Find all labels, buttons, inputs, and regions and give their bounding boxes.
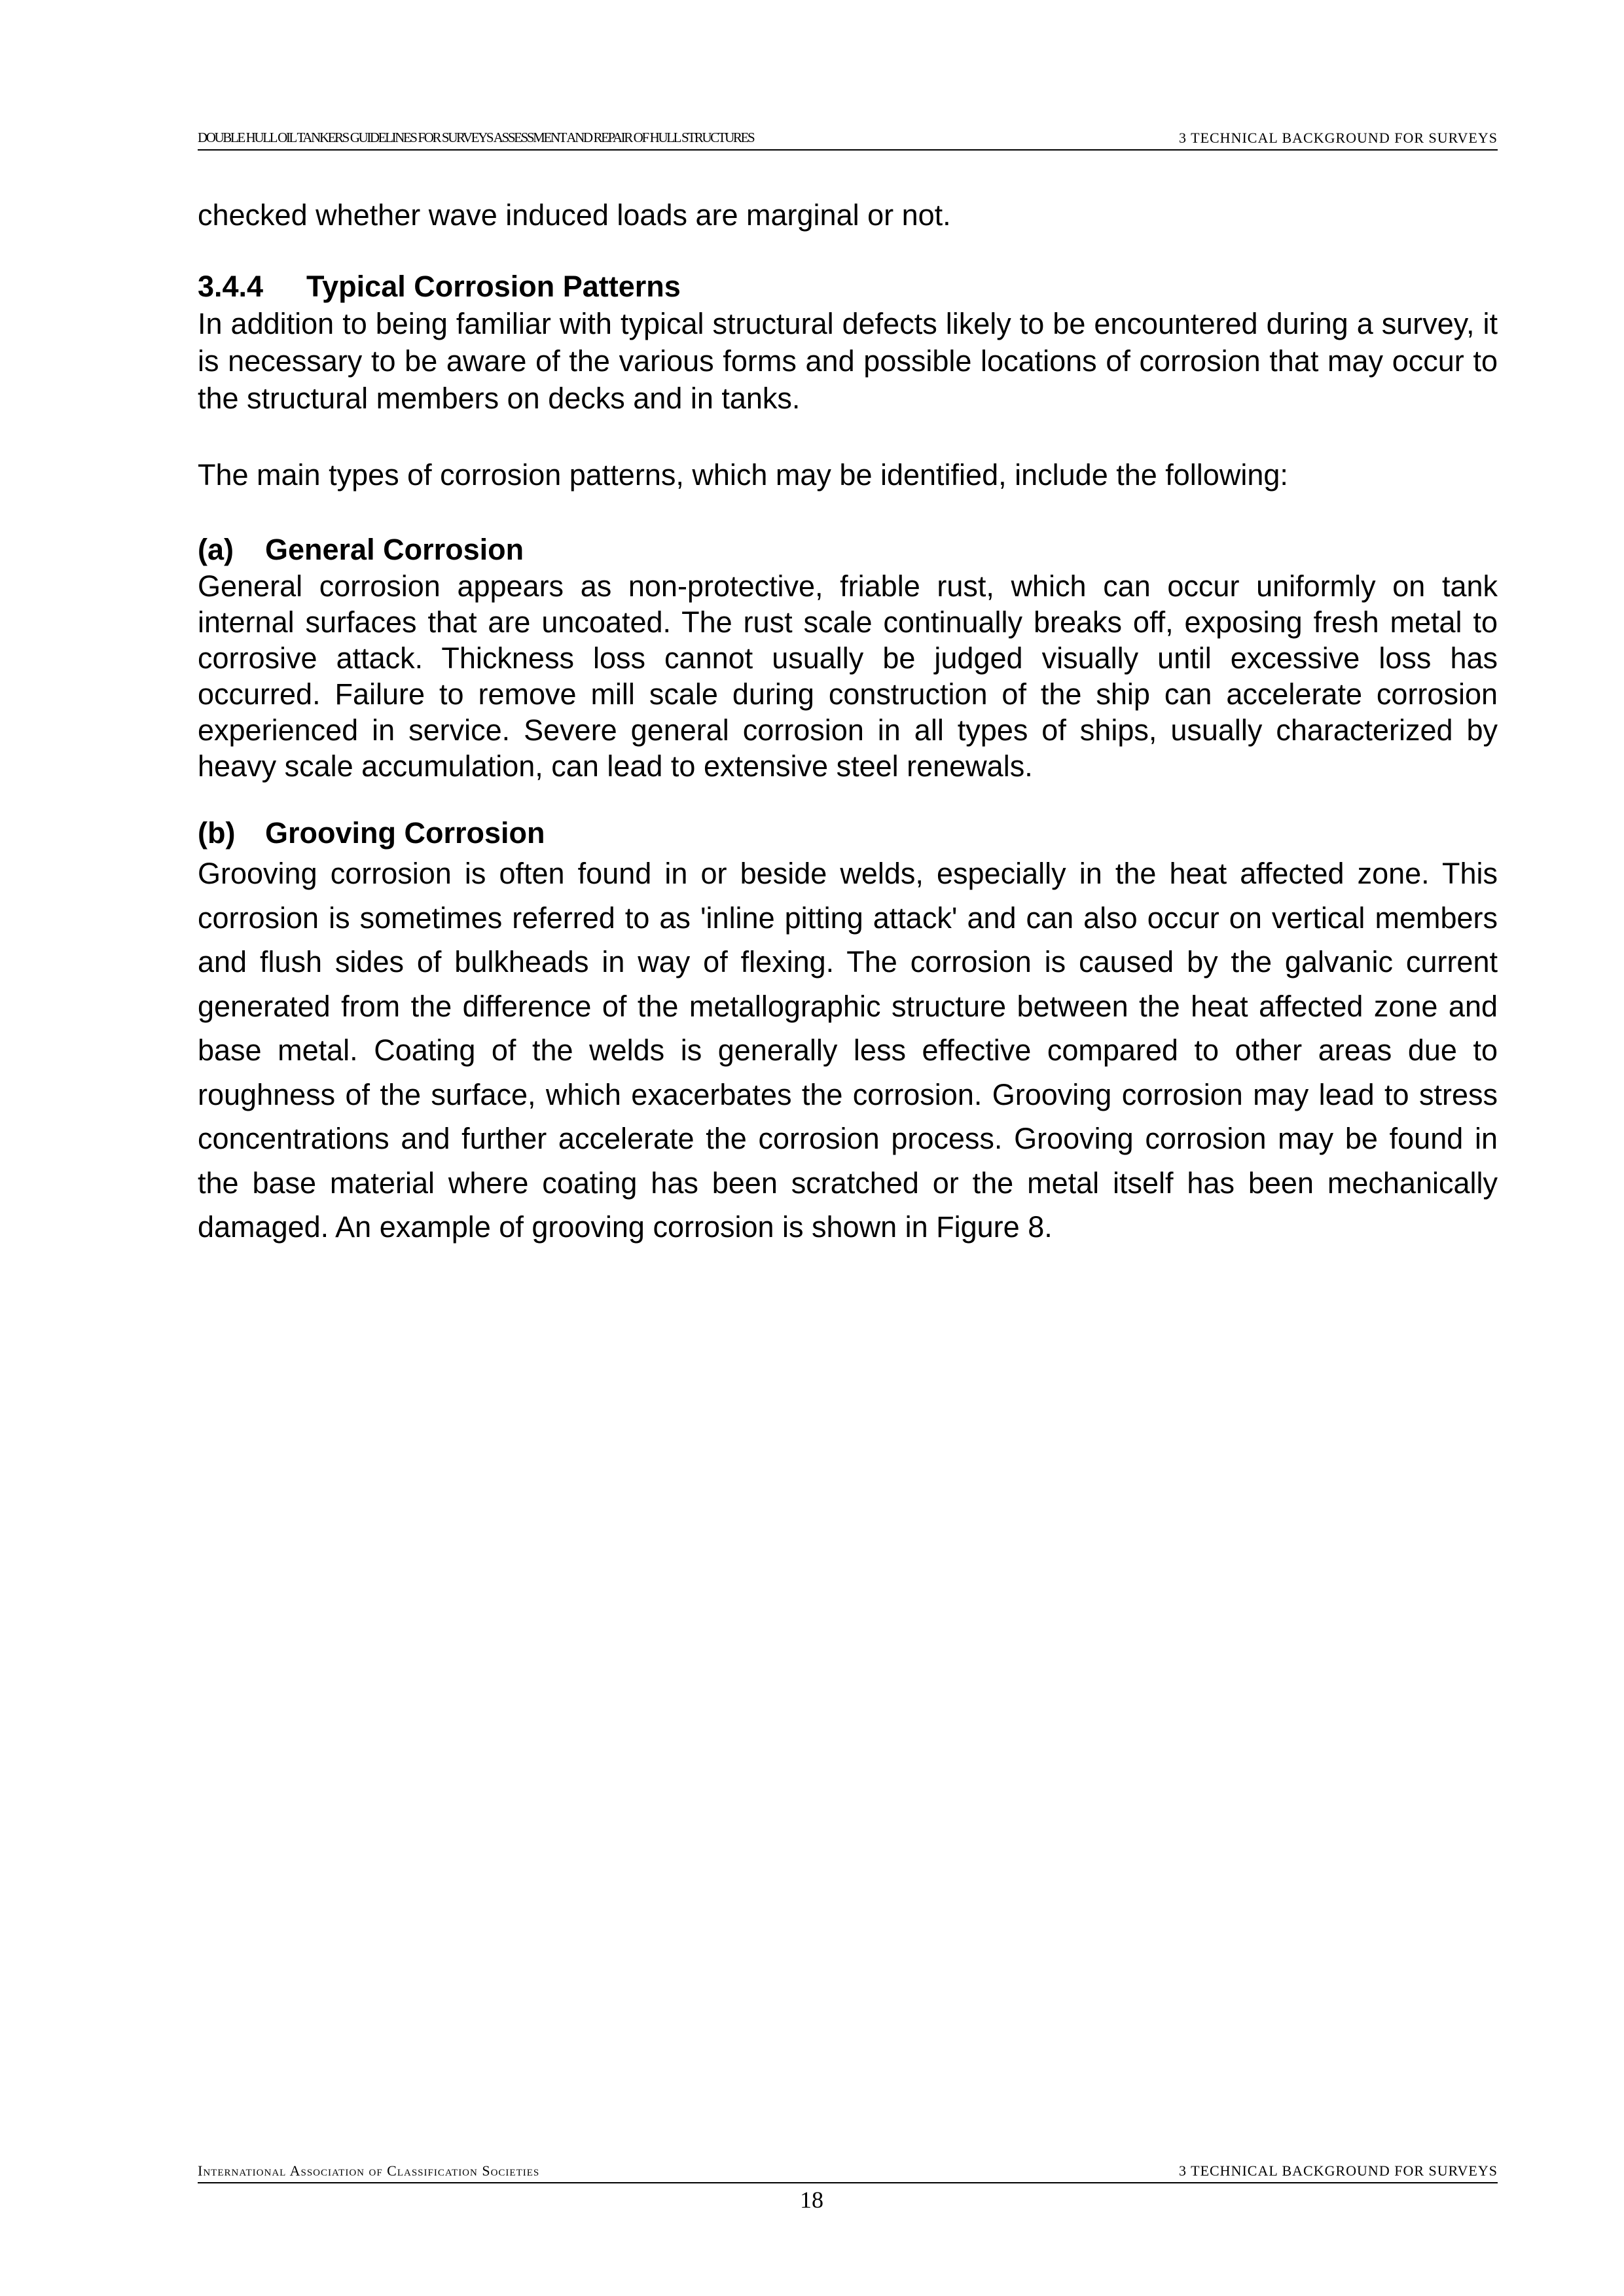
footer-chapter-title: 3 TECHNICAL BACKGROUND FOR SURVEYS bbox=[1179, 2162, 1498, 2179]
page-header bbox=[198, 130, 1498, 151]
intro-paragraph: checked whether wave induced loads are marginal or not. bbox=[198, 198, 951, 232]
subsection-title-b: Grooving Corrosion bbox=[265, 816, 545, 850]
subsection-heading-a bbox=[198, 531, 1498, 568]
footer-organization: International Association of Classification Societies bbox=[198, 2162, 540, 2179]
subsection-label-b: (b) bbox=[198, 816, 236, 850]
section-paragraph-1: In addition to being familiar with typical structural defects likely to be encountered during a survey, it is necessary to be aware of the various forms and possible locations of corrosion that may occur to the structural members on decks and in tanks. bbox=[198, 307, 1498, 415]
general-corrosion-paragraph: General corrosion appears as non-protective, friable rust, which can occur uniformly on tank internal surfaces that are uncoated. The rust scale continually breaks off, exposing fresh metal to corrosive attack. Thickness loss cannot usually be judged visually until excessive loss has occurred. Failure to remove mill scale during construction of the ship can accelerate corrosion experienced in service. Severe general corrosion in all types of ships, usually characterized by heavy scale accumulation, can lead to extensive steel renewals. bbox=[198, 569, 1498, 783]
grooving-corrosion-paragraph: Grooving corrosion is often found in or beside welds, especially in the heat affected zone. This corrosion is sometimes referred to as 'inline pitting attack' and can also occur on vertical members and flush sides of bulkheads in way of flexing. The corrosion is caused by the galvanic current generated from the difference of the metallographic structure between the heat affected zone and base metal. Coating of the welds is generally less effective compared to other areas due to roughness of the surface, which exacerbates the corrosion. Grooving corrosion may lead to stress concentrations and further accelerate the corrosion process. Grooving corrosion may be found in the base material where coating has been scratched or the metal itself has been mechanically damaged. An example of grooving corrosion is shown in Figure 8. bbox=[198, 857, 1498, 1244]
subsection-title-a: General Corrosion bbox=[265, 533, 524, 566]
page-content bbox=[198, 196, 1498, 1249]
header-document-title: DOUBLE HULL OIL TANKERS GUIDELINES FOR SURVEYS ASSESSMENT AND REPAIR OF HULL STRUCTURES bbox=[198, 130, 754, 145]
page-footer bbox=[198, 2162, 1498, 2183]
subsection-label-a: (a) bbox=[198, 533, 234, 566]
section-paragraph-2: The main types of corrosion patterns, which may be identified, include the following: bbox=[198, 458, 1288, 492]
section-number: 3.4.4 bbox=[198, 270, 264, 303]
section-title: Typical Corrosion Patterns bbox=[306, 270, 681, 303]
section-heading bbox=[198, 268, 1498, 305]
page-number: 18 bbox=[800, 2187, 823, 2213]
subsection-heading-b bbox=[198, 814, 1498, 852]
header-chapter-title: 3 TECHNICAL BACKGROUND FOR SURVEYS bbox=[1179, 130, 1498, 146]
